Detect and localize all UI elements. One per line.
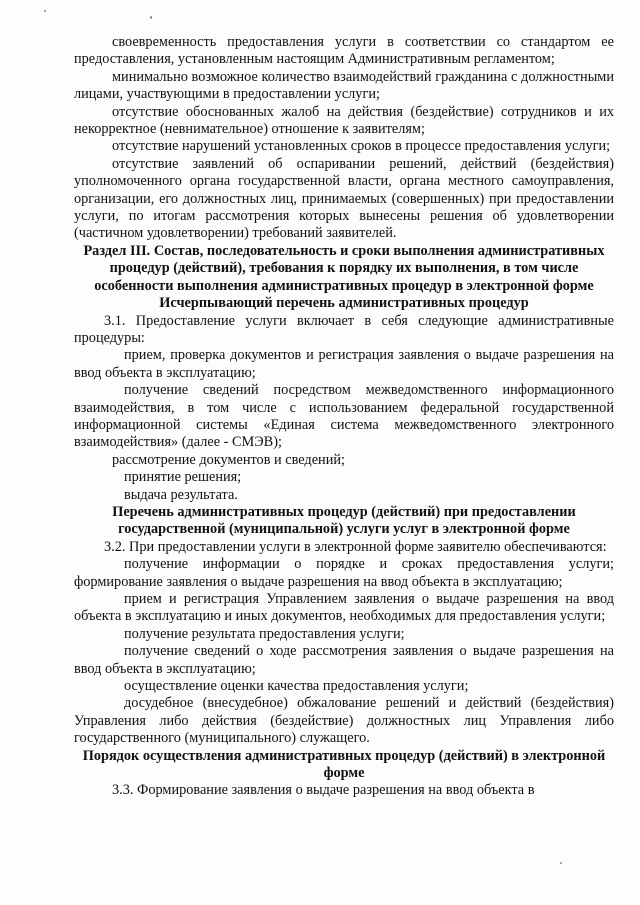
criterion-no-complaints: отсутствие обоснованных жалоб на действия (бездействие) сотрудников и их некорректное (невнимательное) отношение к заявителям; bbox=[74, 103, 614, 138]
procedure-item: получение сведений посредством межведомственного информационного взаимодействия, в том числе с использованием федеральной государственной информационной системы «Единая система межведомственного электронного взаимодействия» (далее - СМЭВ); bbox=[74, 382, 614, 451]
scan-speck bbox=[150, 16, 152, 19]
criterion-no-disputes: отсутствие заявлений об оспаривании решений, действий (бездействия) уполномоченного органа государственной власти, органа местного самоуправления, организации, его должностных лиц, принимаемых (совершенных) при предоставлении услуги, по итогам рассмотрения которых вынесены решения об удовлетворении (частичном удовлетворении) требований заявителей. bbox=[74, 155, 614, 242]
procedure-item: выдача результата. bbox=[124, 486, 238, 503]
procedure-item: прием, проверка документов и регистрация заявления о выдаче разрешения на ввод объекта в эксплуатацию; bbox=[74, 347, 614, 381]
electronic-item: прием и регистрация Управлением заявления о выдаче разрешения на ввод объекта в эксплуатацию и иных документов, необходимых для предоставления услуги; bbox=[74, 591, 614, 625]
electronic-item: досудебное (внесудебное) обжалование решений и действий (бездействия) Управления либо действия (бездействие) должностных лиц Управления либо государственного (муниципального) служащего. bbox=[74, 695, 614, 747]
electronic-item: получение информации о порядке и сроках предоставления услуги; формирование заявления о выдаче разрешения на ввод объекта в эксплуатацию; bbox=[74, 556, 614, 590]
procedure-item: рассмотрение документов и сведений; bbox=[112, 451, 345, 468]
electronic-item: получение результата предоставления услуги; bbox=[124, 625, 405, 642]
electronic-list-heading: Перечень административных процедур (действий) при предоставлении государственной (муниципальной) услуги услуг в электронной форме bbox=[112, 503, 576, 538]
criterion-timeliness: своевременность предоставления услуги в соответствии со стандартом ее предоставления, установленным настоящим Административным регламентом; bbox=[74, 34, 614, 68]
paragraph-3-2-intro: 3.2. При предоставлении услуги в электронной форме заявителю обеспечиваются: bbox=[104, 538, 607, 555]
paragraph-3-1-intro: 3.1. Предоставление услуги включает в себя следующие административные процедуры: bbox=[74, 312, 614, 346]
section3-heading: Раздел III. Состав, последовательность и сроки выполнения административных процедур (действий), требования к порядку их выполнения, в том числе особенности выполнения административных процедур в электронной форме bbox=[83, 242, 605, 294]
criterion-no-deadline-violations: отсутствие нарушений установленных сроков в процессе предоставления услуги; bbox=[112, 138, 611, 155]
procedure-item: принятие решения; bbox=[124, 469, 242, 486]
procedure-heading: Порядок осуществления административных процедур (действий) в электронной форме bbox=[82, 747, 606, 782]
exhaustive-list-heading: Исчерпывающий перечень административных процедур bbox=[159, 295, 529, 312]
scan-speck bbox=[44, 10, 46, 12]
criterion-min-interactions: минимально возможное количество взаимодействий гражданина с должностными лицами, участвующими в предоставлении услуги; bbox=[74, 68, 614, 103]
paragraph-3-3-start: 3.3. Формирование заявления о выдаче разрешения на ввод объекта в bbox=[112, 782, 535, 799]
electronic-item: осуществление оценки качества предоставления услуги; bbox=[124, 678, 469, 695]
electronic-item: получение сведений о ходе рассмотрения заявления о выдаче разрешения на ввод объекта в эксплуатацию; bbox=[74, 643, 614, 677]
scan-speck bbox=[560, 862, 562, 864]
